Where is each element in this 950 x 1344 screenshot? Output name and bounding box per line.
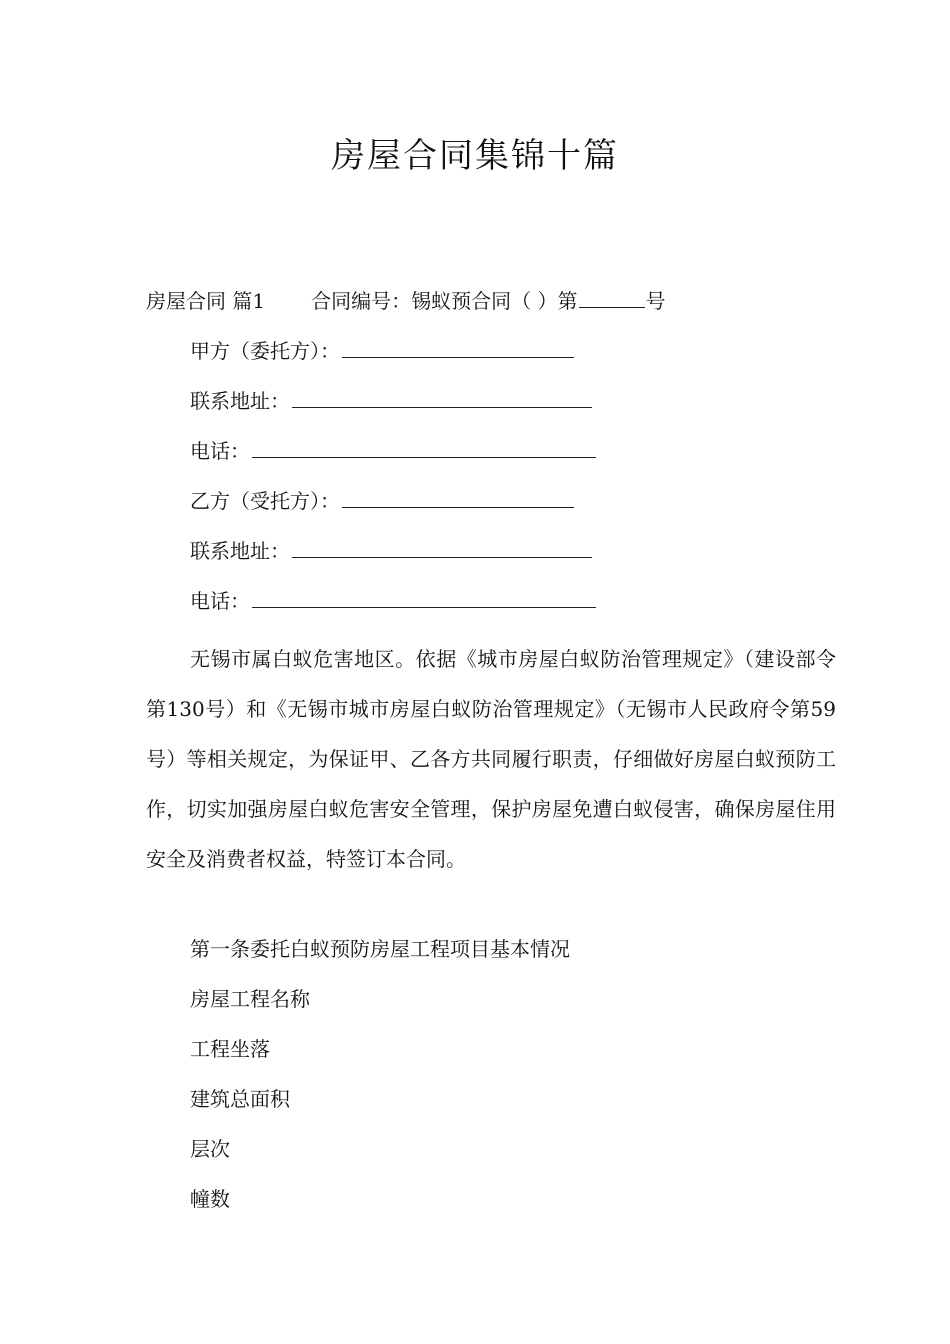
document-title: 房屋合同集锦十篇 (331, 136, 619, 176)
party-b-address-field (190, 537, 592, 565)
party-b-phone-blank (252, 587, 596, 608)
party-a-blank (342, 337, 574, 358)
party-b-label: 乙方（受托方）： (190, 489, 340, 513)
party-a-phone-label: 电话： (190, 439, 250, 463)
contract-header (146, 287, 665, 315)
party-a-label: 甲方（委托方）： (190, 339, 340, 363)
contract-number-prefix: 合同编号：锡蚁预合同（ ）第 (311, 289, 578, 313)
contract-preamble-paragraph: 无锡市属白蚁危害地区。依据《城市房屋白蚁防治管理规定》（建设部令第130号）和《无锡市城市房屋白蚁防治管理规定》（无锡市人民政府令第59号）等相关规定，为保证甲、乙各方共同履行职责，仔细做好房屋白蚁预防工作，切实加强房屋白蚁危害安全管理，保护房屋免遭白蚁侵害，确保房屋住用安全及消费者权益，特签订本合同。 (146, 647, 836, 871)
article-1-item: 层次 (190, 1137, 230, 1161)
party-a-address-field (190, 387, 592, 415)
contract-number-blank (579, 287, 645, 308)
article-1-item: 工程坐落 (190, 1037, 270, 1061)
contract-number-suffix: 号 (645, 289, 666, 313)
article-1-item: 房屋工程名称 (190, 987, 310, 1011)
article-1-item: 幢数 (190, 1187, 230, 1211)
article-1-heading: 第一条委托白蚁预防房屋工程项目基本情况 (190, 937, 570, 961)
party-a-address-label: 联系地址： (190, 389, 290, 413)
party-b-address-label: 联系地址： (190, 539, 290, 563)
party-b-blank (342, 487, 574, 508)
party-a-phone-field (190, 437, 596, 465)
party-a-address-blank (292, 387, 592, 408)
party-b-phone-field (190, 587, 596, 615)
party-b-phone-label: 电话： (190, 589, 250, 613)
party-b-field (190, 487, 574, 515)
party-a-field (190, 337, 574, 365)
party-a-phone-blank (252, 437, 596, 458)
party-b-address-blank (292, 537, 592, 558)
article-1-item: 建筑总面积 (190, 1087, 290, 1111)
section-label: 房屋合同 篇1 (146, 289, 266, 313)
